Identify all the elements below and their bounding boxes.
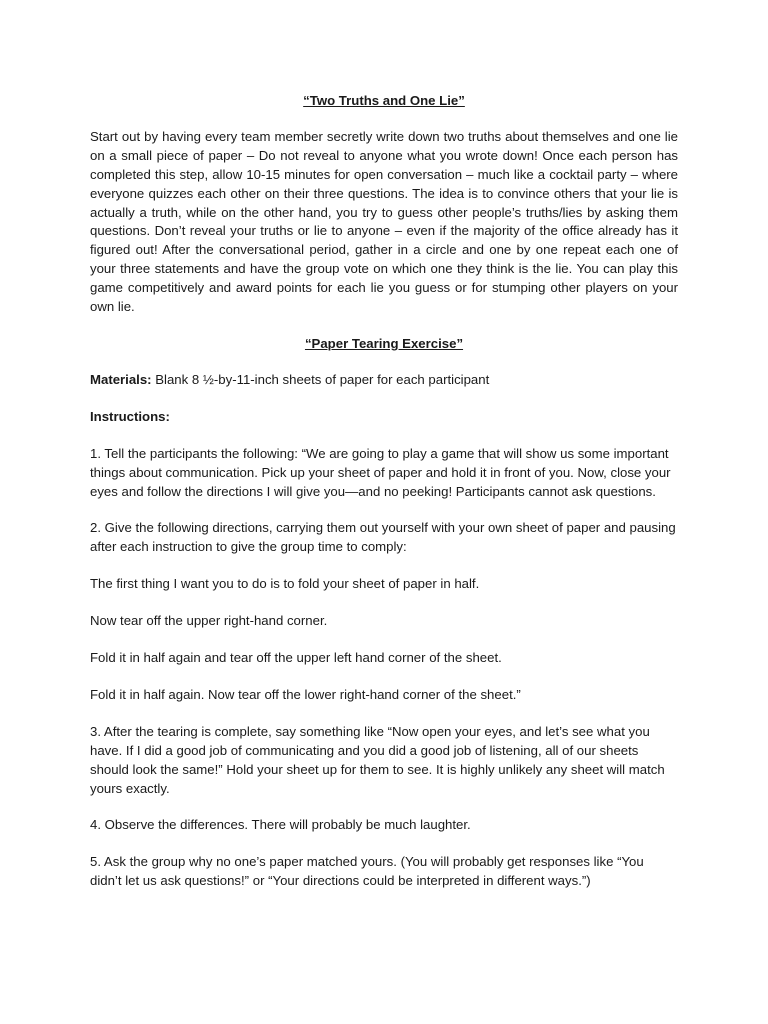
instructions-heading: Instructions: (90, 408, 170, 424)
materials-text: Blank 8 ½-by-11-inch sheets of paper for each participant (151, 371, 490, 387)
step-1 (90, 445, 678, 502)
direction-2: Now tear off the upper right-hand corner. (90, 613, 328, 629)
direction-3: Fold it in half again and tear off the upper left hand corner of the sheet. (90, 650, 502, 666)
direction-1: The first thing I want you to do is to fold your sheet of paper in half. (90, 576, 480, 592)
step-2 (90, 519, 678, 557)
materials-line (90, 371, 678, 390)
materials-label: Materials: (90, 371, 152, 387)
step-text: Ask the group why no one’s paper matched yours. (You will probably get responses like “You didn’t let us ask questions!” or “Your directions could be interpreted in different ways.”) (90, 854, 644, 889)
step-text: Observe the differences. There will probably be much laughter. (101, 817, 471, 833)
step-4 (90, 816, 678, 835)
step-number: 3. (90, 723, 101, 739)
section-title-two-truths: “Two Truths and One Lie” (303, 93, 465, 108)
step-text: After the tearing is complete, say something like “Now open your eyes, and let’s see what you have. If I did a good job of communicating and you did a good job of listening, all of our sheets should look the same!” Hold your sheet up for them to see. It is highly unlikely any sheet will match yours exactly. (90, 723, 665, 796)
step-5 (90, 853, 678, 891)
step-number: 2. (90, 520, 101, 536)
section-title-paper-tearing: “Paper Tearing Exercise” (304, 335, 464, 351)
direction-4: Fold it in half again. Now tear off the lower right-hand corner of the sheet.” (90, 686, 521, 702)
two-truths-body: Start out by having every team member secretly write down two truths about themselves and one lie on a small piece of paper – Do not reveal to anyone what you wrote down! Once each person has completed this step, allow 10-15 minutes for open conversation – much like a cocktail party – where everyone quizzes each other on their three questions. The idea is to convince others that your lie is actually a truth, while on the other hand, you try to guess other people’s truths/lies by asking them questions. Don’t reveal your truths or lie to anyone – even if the majority of the office already has it figured out! After the conversational period, gather in a circle and one by one repeat each one of your three statements and have the group vote on which one they think is the lie. You can play this game competitively and award points for each lie you guess or for stumping other players on your own lie. (90, 128, 678, 315)
document-page (90, 92, 678, 909)
step-3 (90, 723, 678, 799)
step-text: Tell the participants the following: “We are going to play a game that will show us some important things about communication. Pick up your sheet of paper and hold it in front of you. Now, close your eyes and follow the directions I will give you—and no peeking! Participants cannot ask questions. (90, 445, 671, 499)
step-number: 1. (90, 445, 101, 461)
step-number: 4. (90, 817, 101, 833)
step-number: 5. (90, 854, 101, 870)
step-text: Give the following directions, carrying them out yourself with your own sheet of paper and pausing after each instruction to give the group time to comply: (90, 520, 676, 555)
